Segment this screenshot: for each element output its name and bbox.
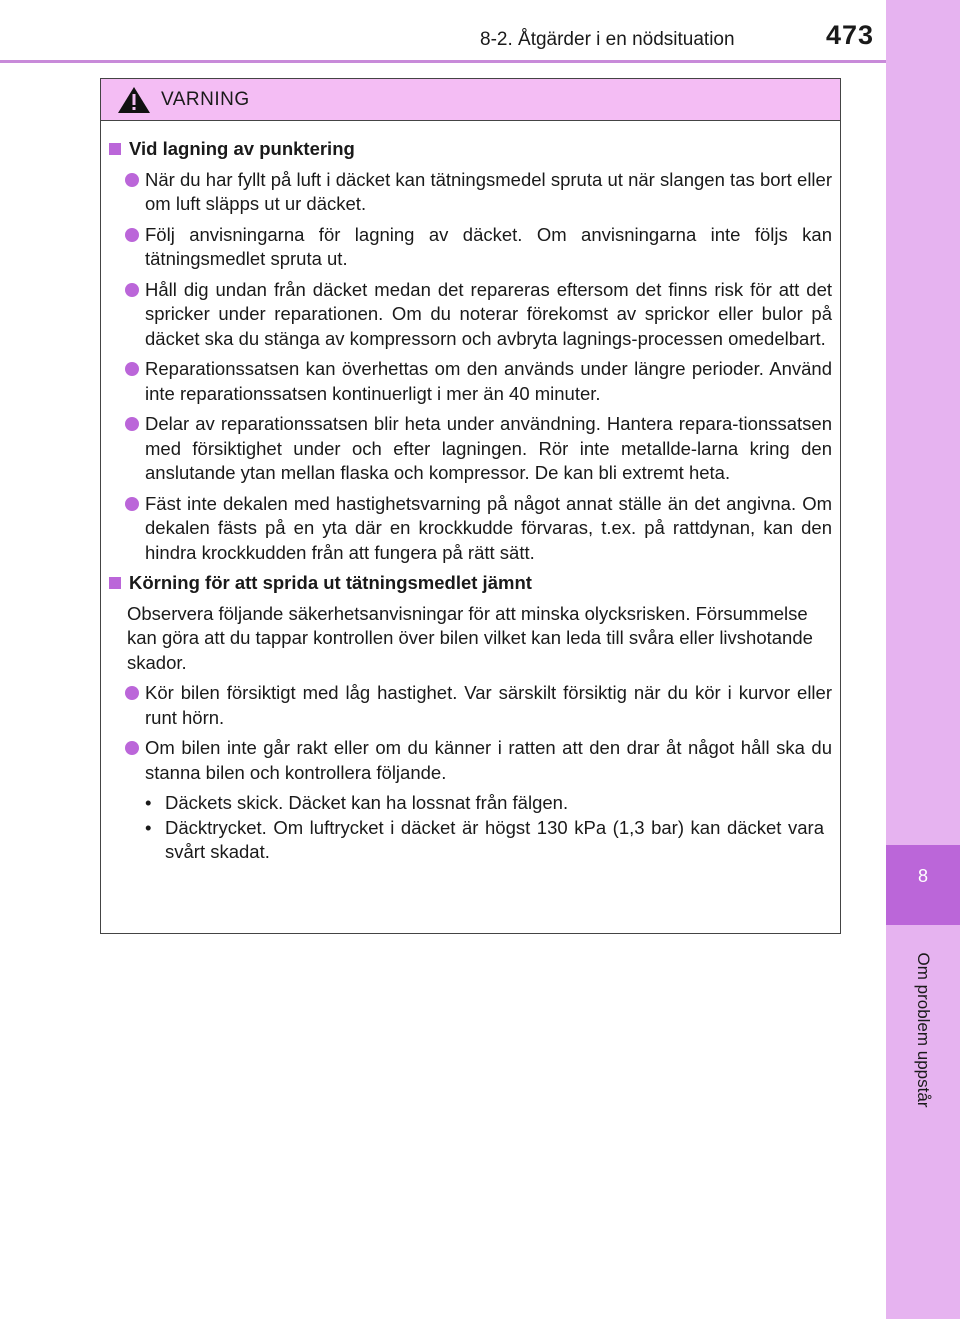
warning-title: VARNING	[161, 88, 250, 110]
dot-bullet-icon	[125, 228, 139, 242]
sub-list-item	[109, 791, 824, 816]
list-item-text: Fäst inte dekalen med hastighetsvarning på något annat ställe än det angivna. Om dekalen fästs på en yta där en krockkudde förvaras, t.ex. på rattdynan, kan den hindra krockkudden från att fungera på rätt sätt.	[145, 492, 832, 563]
warning-header	[101, 79, 840, 121]
side-bar	[886, 0, 960, 1319]
sub-bullet: •	[145, 792, 152, 813]
section-heading	[109, 571, 832, 596]
square-bullet-icon	[109, 143, 121, 155]
dot-bullet-icon	[125, 497, 139, 511]
square-bullet-icon	[109, 577, 121, 589]
list-item-text: Reparationssatsen kan överhettas om den används under längre perioder. Använd inte reparationssatsen kontinuerligt i mer än 40 minuter.	[145, 358, 832, 404]
list-item-text: När du har fyllt på luft i däcket kan tätningsmedel spruta ut när slangen tas bort eller om luft släpps ut ur däcket.	[145, 168, 832, 214]
sub-list-item-text: Däcktrycket. Om luftrycket i däcket är högst 130 kPa (1,3 bar) kan däcket vara svårt skadat.	[165, 816, 824, 862]
list-item-text: Följ anvisningarna för lagning av däcket. Om anvisningarna inte följs kan tätningsmedlet spruta ut.	[145, 223, 832, 269]
list-item	[109, 357, 832, 406]
section-intro: Observera följande säkerhetsanvisningar för att minska olycksrisken. Försummelse kan göra att du tappar kontrollen över bilen vilket kan leda till svåra eller livshotande skador.	[127, 602, 813, 673]
page-title: 8-2. Åtgärder i en nödsituation	[480, 29, 735, 50]
list-item	[109, 168, 832, 217]
chapter-number: 8	[917, 866, 928, 886]
sub-bullet: •	[145, 816, 152, 838]
list-item	[109, 412, 832, 486]
list-item-text: Delar av reparationssatsen blir heta under användning. Hantera repara-tionssatsen med försiktighet under och efter lagningen. Rör inte metallde-larna kring den anslutande ytan mellan flaska och kompressor. De kan bli extremt heta.	[145, 413, 832, 483]
list-item	[109, 681, 832, 730]
dot-bullet-icon	[125, 173, 139, 187]
dot-bullet-icon	[125, 283, 139, 297]
dot-bullet-icon	[125, 362, 139, 376]
list-item-text: Håll dig undan från däcket medan det repareras eftersom det finns risk för att det spricker under reparationen. Om du noterar förekomst av sprickor eller bulor på däcket ska du stänga av kompressorn och avbryta lagnings-processen omedelbart.	[145, 278, 832, 349]
list-item	[109, 492, 832, 566]
page-number: 473	[826, 20, 875, 50]
list-item	[109, 736, 832, 785]
list-item-text: Om bilen inte går rakt eller om du känner i ratten att den drar åt något håll ska du stanna bilen och kontrollera följande.	[145, 737, 832, 783]
section-heading-text: Vid lagning av punktering	[129, 138, 355, 159]
sub-list-item	[109, 816, 824, 865]
section-heading	[109, 137, 832, 162]
header-rule	[0, 60, 886, 63]
warning-content	[101, 121, 840, 865]
list-item	[109, 223, 832, 272]
warning-triangle-icon	[117, 86, 151, 114]
warning-box	[100, 78, 841, 934]
section-heading-text: Körning för att sprida ut tätningsmedlet jämnt	[129, 572, 532, 593]
dot-bullet-icon	[125, 686, 139, 700]
sub-list-item-text: Däckets skick. Däcket kan ha lossnat från fälgen.	[165, 792, 569, 813]
chapter-label: Om problem uppstår	[914, 952, 933, 1108]
dot-bullet-icon	[125, 741, 139, 755]
list-item-text: Kör bilen försiktigt med låg hastighet. Var särskilt försiktig när du kör i kurvor eller runt hörn.	[145, 682, 832, 728]
sub-list	[109, 791, 832, 865]
dot-bullet-icon	[125, 417, 139, 431]
list-item	[109, 278, 832, 352]
